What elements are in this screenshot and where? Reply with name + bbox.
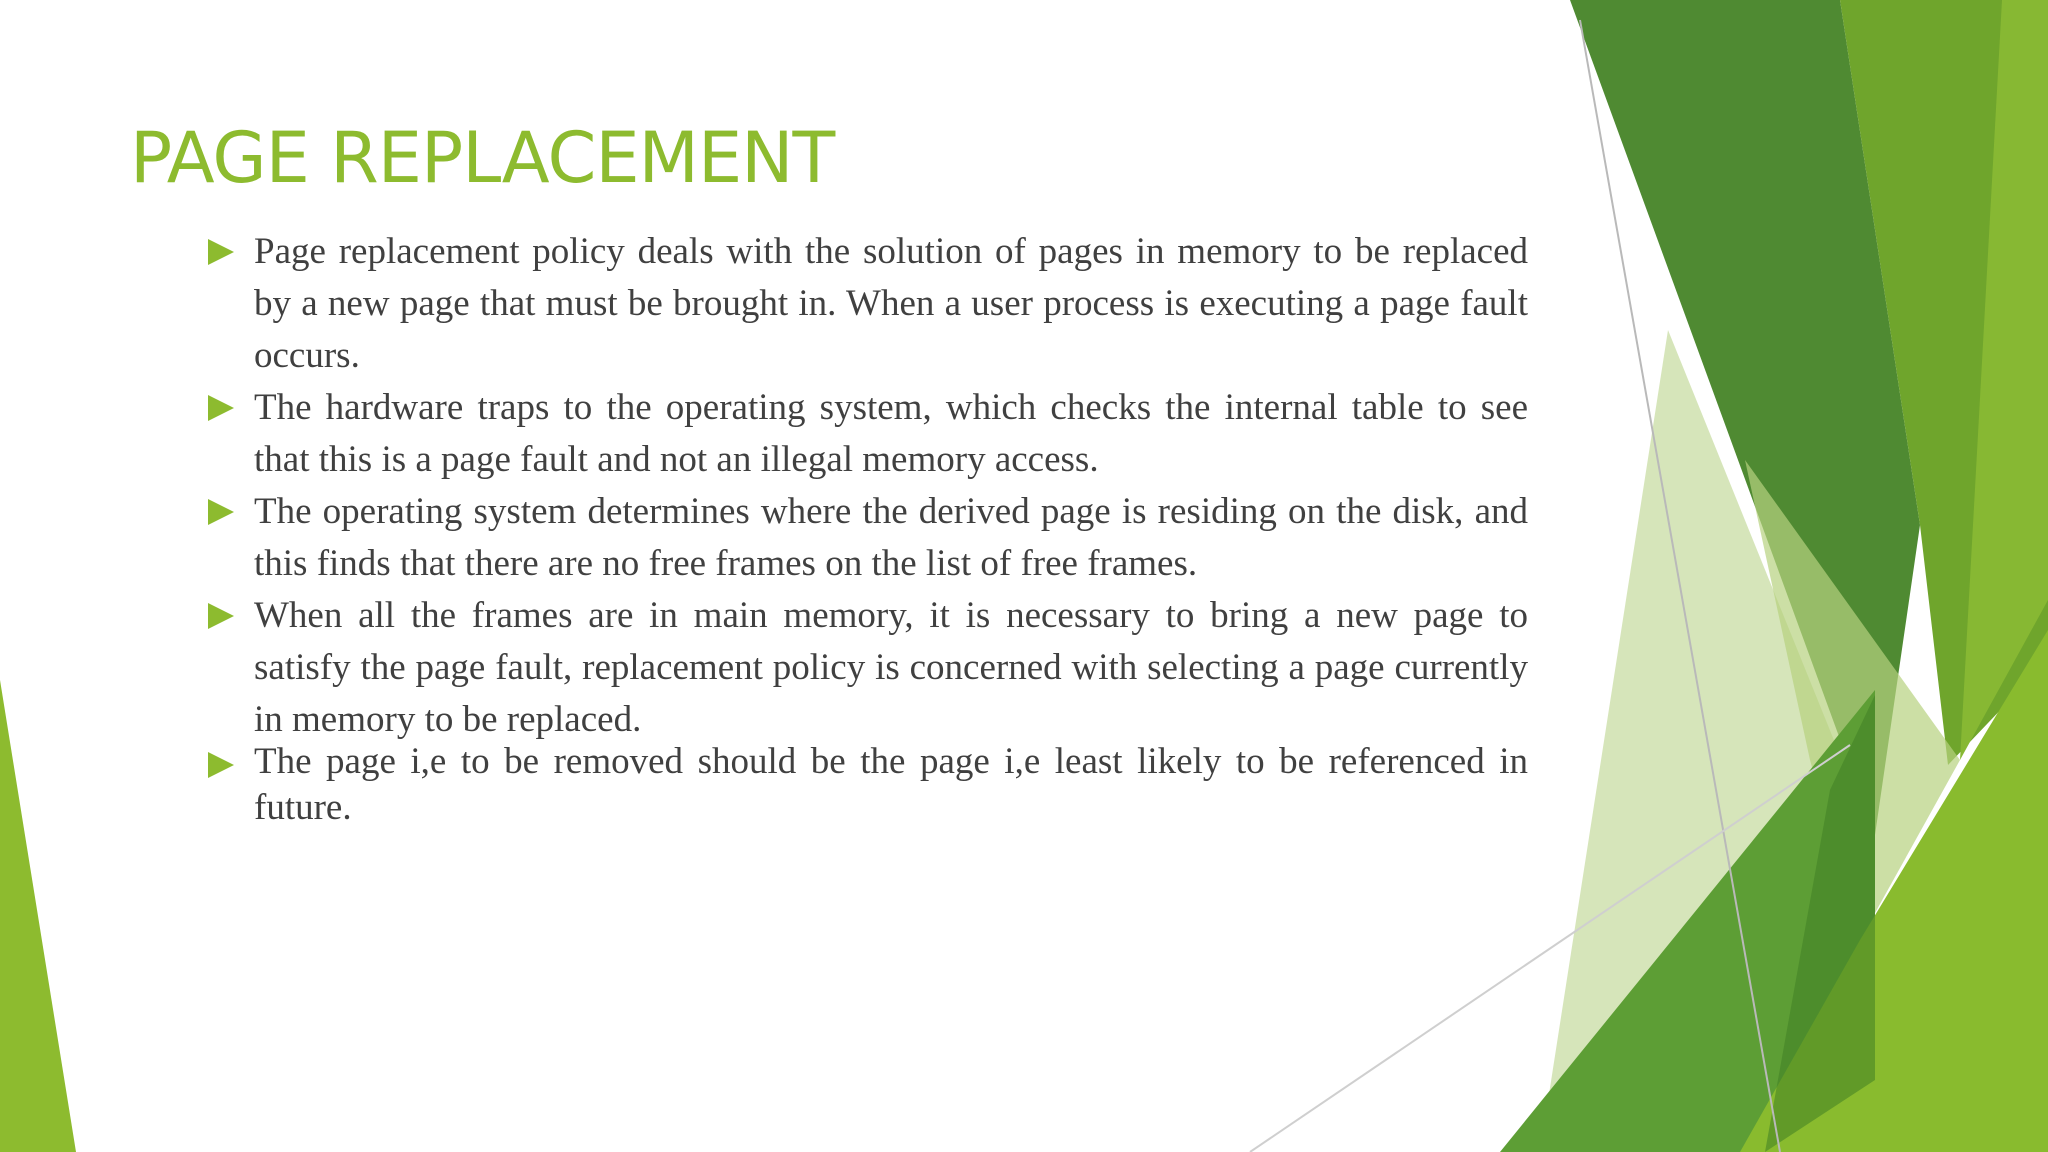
left-green-sliver (0, 680, 76, 1152)
triangle-right-icon (208, 603, 234, 629)
triangle-right-icon (208, 395, 234, 421)
bullet-item (208, 739, 1528, 831)
bullet-item (208, 486, 1528, 590)
bullet-item (208, 382, 1528, 486)
bullet-list (208, 226, 1528, 831)
bullet-item (208, 226, 1528, 382)
bullet-text: The operating system determines where the derived page is residing on the disk, and this finds that there are no free frames on the list of free frames. (254, 491, 1528, 584)
bullet-text: When all the frames are in main memory, it is necessary to bring a new page to satisfy the page fault, replacement policy is concerned with selecting a page currently in memory to be replaced. (254, 595, 1528, 740)
bullet-text: The page i,e to be removed should be the page i,e least likely to be referenced in future. (254, 741, 1528, 828)
triangle-right-icon (208, 239, 234, 265)
triangle-right-icon (208, 752, 234, 778)
triangle-right-icon (208, 499, 234, 525)
slide-title: PAGE REPLACEMENT (130, 117, 835, 199)
bullet-text: Page replacement policy deals with the solution of pages in memory to be replaced by a new page that must be brought in. When a user process is executing a page fault occurs. (254, 231, 1528, 376)
bullet-text: The hardware traps to the operating system, which checks the internal table to see that this is a page fault and not an illegal memory access. (254, 387, 1528, 480)
bullet-item (208, 590, 1528, 746)
